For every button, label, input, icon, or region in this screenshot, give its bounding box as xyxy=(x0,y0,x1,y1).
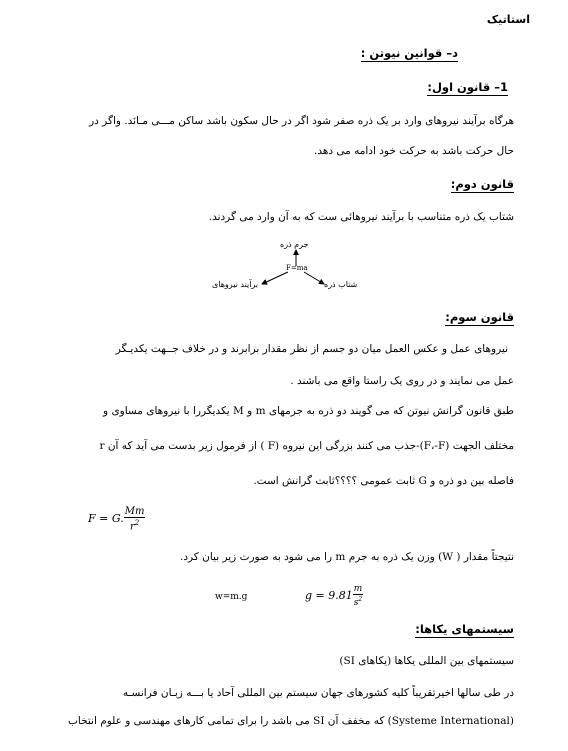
weight-line: نتیجتاً مقدار ( W) وزن یک ذره به جرم m را می شود به صورت زیر بیان کرد. xyxy=(179,551,514,563)
units-line-3: (Systeme International) که مخفف آن SI می باشد را برای تمامی کارهای مهندسی و علوم انتخاب xyxy=(68,715,514,727)
arrow-right xyxy=(304,272,324,284)
section-heading-newton-laws: د– قوانین نیوتن : xyxy=(360,46,458,60)
law1-line-2: حال حرکت باشد به حرکت خود ادامه می دهد. xyxy=(314,145,514,157)
diagram-formula: F=ma xyxy=(286,264,308,272)
page-title: استاتیک xyxy=(486,13,530,26)
gravity-formula xyxy=(88,506,145,532)
law2-line: شتاب یک ذره متناسب با برآیند نیروهائی ست که به آن وارد می گردند. xyxy=(208,211,514,223)
diagram-label-accel: شتاب ذره xyxy=(324,280,358,289)
gravity-formula-lhs: F = G. xyxy=(88,512,124,526)
gravity-line-1: طبق قانون گرانش نیوتن که می گویند دو ذره به جرمهای m و M یکدیگررا با نیروهای مساوی و xyxy=(103,405,514,417)
g-unit-numerator: m xyxy=(353,584,363,594)
g-formula-value: g = 9.81 xyxy=(305,589,353,602)
gravity-formula-numerator: Mm xyxy=(124,506,145,517)
gravity-formula-fraction xyxy=(124,506,146,532)
gravity-line-2: مختلف الجهت (F،-F)-جذب می کنند بزرگی این نیروه (F ) از فرمول زیر بدست می آید که آن r xyxy=(99,440,514,452)
law3-line-2: عمل می نمایند و در روی یک راستا واقع می باشند . xyxy=(290,375,514,387)
g-formula-unit xyxy=(353,584,364,608)
units-line-2: در طی سالها اخیرتقریباً کلیه کشورهای جهان سیستم بین المللی آحاد یا بـــه زبـان فرانسـه xyxy=(122,687,514,699)
diagram-label-force: برآیند نیروهای xyxy=(212,280,259,289)
law1-line-1: هرگاه برآیند نیروهای وارد بر یک ذره صفر شود اگر در حال سکون باشد ساکن مـــی مـانَد. واگر در xyxy=(89,115,514,127)
weight-formula: w=m.g xyxy=(215,592,248,602)
law3-heading: قانون سوم: xyxy=(445,310,514,324)
law1-heading: 1– قانون اول: xyxy=(427,80,508,94)
newton-second-law-diagram xyxy=(200,236,380,296)
arrow-left xyxy=(262,272,288,284)
units-line-1: سیستمهای بین المللی یکاها (یکاهای SI) xyxy=(339,655,514,667)
gravity-formula-denominator: $r^2$ xyxy=(129,519,140,533)
law3-line-1: نیروهای عمل و عکس العمل میان دو جسم از نظر مقدار برابرند و در خلاف جــهت یکدیـگر xyxy=(115,343,508,355)
units-heading: سیستمهای یکاها: xyxy=(415,622,514,636)
diagram-label-mass: جرم ذره xyxy=(280,240,309,249)
g-unit-denominator: $s^2$ xyxy=(353,596,363,608)
law2-heading: قانون دوم: xyxy=(450,177,514,191)
gravity-line-3: فاصله بین دو ذره و G ثابت عمومی ؟؟؟؟ثابت گرانش است. xyxy=(253,475,514,487)
gravity-acceleration-formula xyxy=(305,584,363,608)
